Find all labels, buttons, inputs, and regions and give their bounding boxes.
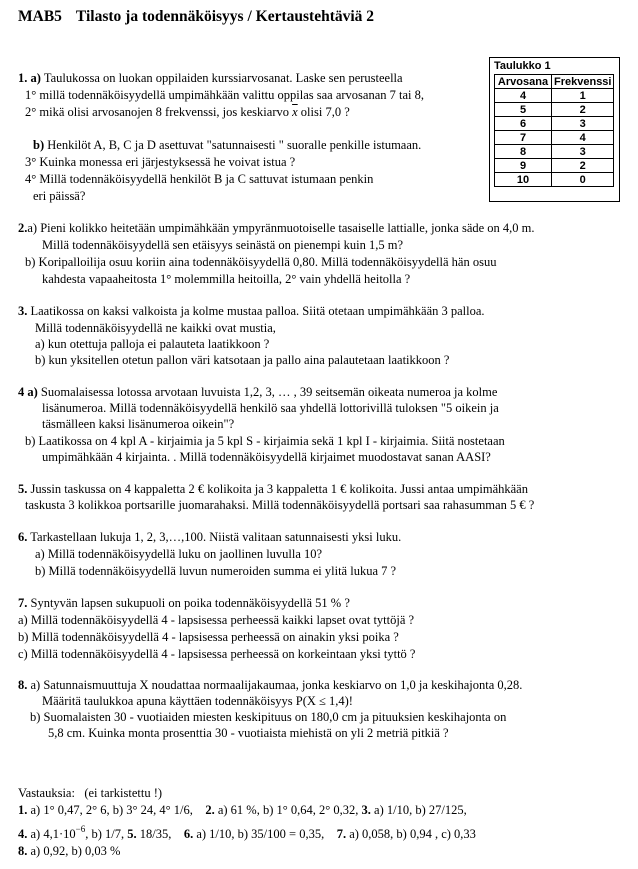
answers-heading: Vastauksia: (ei tarkistettu !) (18, 786, 163, 800)
grade-cell: 6 (495, 117, 552, 131)
q5-line2: taskusta 3 kolikkoa portsarille juomarahaksi. Millä todennäköisyydellä portsari saa rahasumman 5 € ? (25, 498, 535, 512)
q1b-line4: eri päissä? (33, 189, 86, 203)
frequency-cell: 2 (552, 103, 614, 117)
q4-line3: täsmälleen kaksi lisänumeroa oikein"? (42, 417, 235, 431)
page-header (18, 8, 374, 26)
table-row (495, 159, 614, 173)
frequency-cell: 3 (552, 117, 614, 131)
q6-line3: b) Millä todennäköisyydellä luvun numeroiden summa ei ylitä lukua 7 ? (35, 564, 397, 578)
table-row (495, 103, 614, 117)
q2-line2: Millä todennäköisyydellä sen etäisyys seinästä on pienempi kuin 1,5 m? (42, 238, 404, 252)
q8-line3: b) Suomalaisten 30 - vuotiaiden miesten keskipituus on 180,0 cm ja pituuksien keskihajonta on (30, 710, 507, 724)
q8-line1: 8. a) Satunnaismuuttuja X noudattaa normaalijakaumaa, jonka keskiarvo on 1,0 ja keskihajonta 0,28. (18, 678, 523, 692)
q7-line1: 7. Syntyvän lapsen sukupuoli on poika todennäköisyydellä 51 % ? (18, 596, 350, 610)
q1-line2: 1° millä todennäköisyydellä umpimähkään valittu oppilas saa arvosanan 7 tai 8, (25, 88, 424, 102)
q2-line3: b) Koripalloilija osuu koriin aina todennäköisyydellä 0,80. Millä todennäköisyydellä hän osuu (25, 255, 497, 269)
q3-line4: b) kun yksitellen otetun pallon väri katsotaan ja pallo aina palautetaan laatikkoon ? (35, 353, 450, 367)
frequency-cell: 0 (552, 173, 614, 187)
frequency-cell: 2 (552, 159, 614, 173)
grade-cell: 9 (495, 159, 552, 173)
q4-line4: b) Laatikossa on 4 kpl A - kirjaimia ja 5 kpl S - kirjaimia sekä 1 kpl I - kirjaimia. Siitä nostetaan (25, 434, 505, 448)
q4-line2: lisänumeroa. Millä todennäköisyydellä henkilö saa yhdellä lottorivillä tuloksen "5 oikein ja (42, 401, 499, 415)
q4-line5: umpimähkään 4 kirjainta. . Millä todennäköisyydellä kirjaimet muodostavat sanan AASI? (42, 450, 491, 464)
table-header-frequency: Frekvenssi (552, 75, 614, 89)
q1-line3: 2° mikä olisi arvosanojen 8 frekvenssi, jos keskiarvo $\overline{x}$ olisi 7,0 ? (25, 105, 350, 119)
q3-line2: Millä todennäköisyydellä ne kaikki ovat mustia, (35, 321, 276, 335)
q8-line2: Määritä taulukkoa apuna käyttäen todennäköisyys P(X ≤ 1,4)! (42, 694, 353, 708)
table-row (495, 131, 614, 145)
q1b-line2: 3° Kuinka monessa eri järjestyksessä he voivat istua ? (25, 155, 296, 169)
q3-line1: 3. Laatikossa on kaksi valkoista ja kolme mustaa palloa. Siitä otetaan umpimähkään 3 palloa. (18, 304, 485, 318)
grade-cell: 4 (495, 89, 552, 103)
q1b-line3: 4° Millä todennäköisyydellä henkilöt B ja C sattuvat istumaan penkin (25, 172, 374, 186)
grade-cell: 7 (495, 131, 552, 145)
mean-symbol: $\overline{x}$ (292, 105, 298, 119)
course-code: MAB5 (18, 8, 62, 25)
answers-row1: 1. a) 1° 0,47, 2° 6, b) 3° 24, 4° 1/6, 2. a) 61 %, b) 1° 0,64, 2° 0,32, 3. a) 1/10, b) 27/125, (18, 803, 467, 817)
answers-row2: 4. a) $4,1\cdot 10^{-6}$, b) 1/7, 5. 18/35, 6. a) 1/10, b) 35/100 = 0,35, 7. a) 0,058, b) 0,94 , c) 0,33 (18, 824, 476, 841)
table-row (495, 117, 614, 131)
frequency-cell: 4 (552, 131, 614, 145)
table-caption: Taulukko 1 (494, 60, 551, 72)
table-row (495, 89, 614, 103)
page-title: Tilasto ja todennäköisyys / Kertaustehtäviä 2 (75, 8, 375, 25)
q4-line1: 4 a) Suomalaisessa lotossa arvotaan luvuista 1,2, 3, … , 39 seitsemän oikeata numeroa ja kolme (18, 385, 498, 399)
grade-cell: 5 (495, 103, 552, 117)
grade-cell: 10 (495, 173, 552, 187)
q7-line4: c) Millä todennäköisyydellä 4 - lapsisessa perheessä on korkeintaan yksi tyttö ? (18, 647, 416, 661)
q3-line3: a) kun otettuja palloja ei palauteta laatikkoon ? (35, 337, 270, 351)
q8-line4: 5,8 cm. Kuinka monta prosenttia 30 - vuotiaista miehistä on yli 2 metriä pitkiä ? (48, 726, 449, 740)
grade-cell: 8 (495, 145, 552, 159)
q6-line2: a) Millä todennäköisyydellä luku on jaollinen luvulla 10? (35, 547, 323, 561)
frequency-table-box (489, 57, 620, 202)
q2-line1: 2.a) Pieni kolikko heitetään umpimähkään ympyränmuotoiselle tasaiselle lattialle, jonka säde on 4,0 m. (18, 221, 535, 235)
table-header-grade: Arvosana (495, 75, 552, 89)
q7-line2: a) Millä todennäköisyydellä 4 - lapsisessa perheessä kaikki lapset ovat tyttöjä ? (18, 613, 415, 627)
q5-line1: 5. Jussin taskussa on 4 kappaletta 2 € kolikoita ja 3 kappaletta 1 € kolikoita. Jussi antaa umpimähkään (18, 482, 528, 496)
frequency-cell: 1 (552, 89, 614, 103)
table-row (495, 145, 614, 159)
frequency-table (494, 74, 614, 187)
q2-line4: kahdesta vapaaheitosta 1° molemmilla heitoilla, 2° vain yhdellä heitolla ? (42, 272, 411, 286)
q1b-line1: b) Henkilöt A, B, C ja D asettuvat "satunnaisesti " suoralle penkille istumaan. (33, 138, 422, 152)
q6-line1: 6. Tarkastellaan lukuja 1, 2, 3,…,100. Niistä valitaan satunnaisesti yksi luku. (18, 530, 402, 544)
table-header-row (495, 75, 614, 89)
q7-line3: b) Millä todennäköisyydellä 4 - lapsisessa perheessä on ainakin yksi poika ? (18, 630, 399, 644)
q1-line1: 1. a) Taulukossa on luokan oppilaiden kurssiarvosanat. Laske sen perusteella (18, 71, 403, 85)
table-row (495, 173, 614, 187)
frequency-cell: 3 (552, 145, 614, 159)
answers-row3: 8. a) 0,92, b) 0,03 % (18, 844, 121, 858)
